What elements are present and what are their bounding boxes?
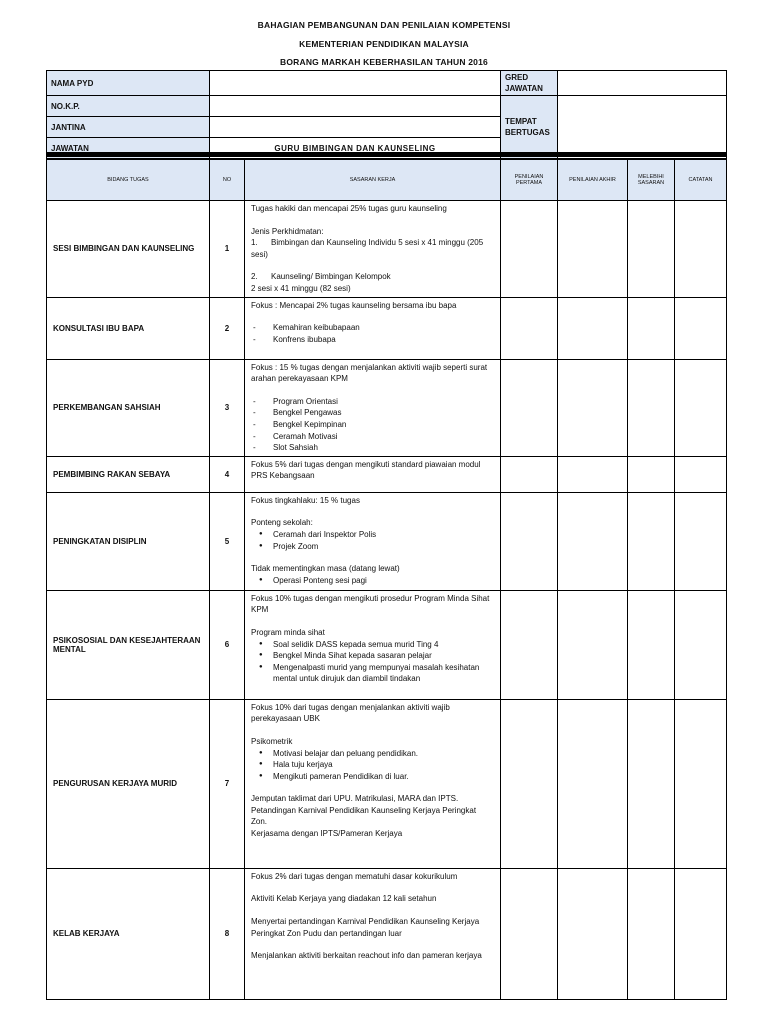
sasaran-line [251,260,494,271]
sasaran-kerja [245,201,501,298]
penilaian-pertama-cell[interactable] [501,456,558,492]
sasaran-kerja [245,492,501,590]
penilaian-pertama-cell[interactable] [501,359,558,456]
sasaran-line: - Kemahiran keibubapaan [251,322,494,334]
row-number: 6 [210,590,245,699]
sasaran-line: ● Ceramah dari Inspektor Polis [251,529,494,541]
table-row [47,699,727,868]
sasaran-line: Jenis Perkhidmatan: [251,226,324,236]
table-row [47,868,727,999]
penilaian-akhir-cell[interactable] [558,492,628,590]
melebihi-sasaran-cell[interactable] [628,359,675,456]
label-jantina: JANTINA [47,117,210,138]
penilaian-pertama-cell[interactable] [501,201,558,298]
bidang-tugas: PERKEMBANGAN SAHSIAH [47,359,210,456]
penilaian-akhir-cell[interactable] [558,456,628,492]
row-number: 8 [210,868,245,999]
sasaran-line: Tugas hakiki dan mencapai 25% tugas guru kaunseling [251,204,447,213]
label-nokp: NO.K.P. [47,96,210,117]
sasaran-line: - Konfrens ibubapa [251,334,494,346]
sasaran-line: Fokus 5% dari tugas dengan mengikuti standard piawaian modul PRS Kebangsaan [251,459,483,481]
bidang-tugas: KELAB KERJAYA [47,868,210,999]
header-line-1: BAHAGIAN PEMBANGUNAN DAN PENILAIAN KOMPETENSI [257,20,511,30]
row-number: 4 [210,456,245,492]
catatan-cell[interactable] [675,699,727,868]
penilaian-pertama-cell[interactable] [501,868,558,999]
keberhasilan-table [46,159,727,1000]
col-penilaian-pertama: PENILAIAN PERTAMA [501,160,558,201]
penilaian-akhir-cell[interactable] [558,868,628,999]
table-row [47,456,727,492]
divider-bar [46,152,726,157]
sasaran-line: Program minda sihat [251,627,325,637]
sasaran-line: - Ceramah Motivasi [251,431,494,443]
penilaian-akhir-cell[interactable] [558,590,628,699]
bidang-tugas: PENGURUSAN KERJAYA MURID [47,699,210,868]
bidang-tugas: PEMBIMBING RAKAN SEBAYA [47,456,210,492]
table-row [47,590,727,699]
sasaran-line [251,506,494,517]
melebihi-sasaran-cell[interactable] [628,297,675,359]
sasaran-line: 2. Kaunseling/ Bimbingan Kelompok [251,272,391,282]
sasaran-line: Fokus : 15 % tugas dengan menjalankan aktiviti wajib seperti surat arahan perekayasaan KPM [251,362,490,384]
melebihi-sasaran-cell[interactable] [628,492,675,590]
col-catatan: CATATAN [675,160,727,201]
row-number: 5 [210,492,245,590]
header-line-3: BORANG MARKAH KEBERHASILAN TAHUN 2016 [280,57,488,67]
field-gred-jawatan[interactable] [558,71,727,96]
melebihi-sasaran-cell[interactable] [628,456,675,492]
sasaran-line [251,939,494,950]
sasaran-kerja [245,359,501,456]
sasaran-kerja [245,456,501,492]
catatan-cell[interactable] [675,359,727,456]
melebihi-sasaran-cell[interactable] [628,201,675,298]
penilaian-pertama-cell[interactable] [501,699,558,868]
sasaran-line: Fokus : Mencapai 2% tugas kaunseling bersama ibu bapa [251,300,457,310]
info-table [46,70,727,159]
table-row [47,201,727,298]
sasaran-line [251,616,494,627]
sasaran-line: Petandingan Karnival Pendidikan Kaunseling Kerjaya Peringkat Zon. [251,805,479,827]
sasaran-line: Jemputan taklimat dari UPU. Matrikulasi, MARA dan IPTS. [251,794,459,804]
sasaran-line: Tidak mementingkan masa (datang lewat) [251,564,400,574]
catatan-cell[interactable] [675,456,727,492]
sasaran-line [251,782,494,793]
penilaian-pertama-cell[interactable] [501,590,558,699]
table-row [47,297,727,359]
sasaran-line [251,311,494,322]
bidang-tugas: SESI BIMBINGAN DAN KAUNSELING [47,201,210,298]
catatan-cell[interactable] [675,590,727,699]
bidang-tugas: KONSULTASI IBU BAPA [47,297,210,359]
col-melebihi-sasaran: MELEBIHI SASARAN [628,160,675,201]
row-number: 1 [210,201,245,298]
sasaran-line: - Bengkel Pengawas [251,407,494,419]
sasaran-line: - Slot Sahsiah [251,442,494,454]
sasaran-line [251,882,494,893]
catatan-cell[interactable] [675,492,727,590]
sasaran-kerja [245,297,501,359]
label-gred-jawatan: GRED JAWATAN [501,71,558,96]
sasaran-line: ● Hala tuju kerjaya [251,759,494,771]
melebihi-sasaran-cell[interactable] [628,590,675,699]
sasaran-line: ● Soal selidik DASS kepada semua murid Ting 4 [251,639,494,651]
penilaian-akhir-cell[interactable] [558,201,628,298]
sasaran-line [251,905,494,916]
penilaian-akhir-cell[interactable] [558,359,628,456]
sasaran-line [251,385,494,396]
label-tempat-bertugas: TEMPAT BERTUGAS [501,96,558,159]
sasaran-kerja [245,868,501,999]
sasaran-kerja [245,699,501,868]
sasaran-line: ● Projek Zoom [251,541,494,553]
penilaian-pertama-cell[interactable] [501,492,558,590]
penilaian-pertama-cell[interactable] [501,297,558,359]
table-row [47,359,727,456]
sasaran-line: ● Motivasi belajar dan peluang pendidikan. [251,748,494,760]
penilaian-akhir-cell[interactable] [558,699,628,868]
sasaran-line: Psikometrik [251,736,293,746]
sasaran-line: Fokus 10% tugas dengan mengikuti prosedur Program Minda Sihat KPM [251,593,492,615]
row-number: 7 [210,699,245,868]
field-nokp[interactable] [210,96,501,117]
label-nama-pyd: NAMA PYD [47,71,210,96]
sasaran-line: Fokus 10% dari tugas dengan menjalankan aktiviti wajib perekayasaan UBK [251,702,453,724]
sasaran-line: Fokus 2% dari tugas dengan mematuhi dasar kokurikulum [251,871,458,881]
field-jawatan: GURU BIMBINGAN DAN KAUNSELING [210,138,501,159]
sasaran-kerja [245,590,501,699]
sasaran-line: Ponteng sekolah: [251,518,313,528]
table-row [47,492,727,590]
sasaran-line [251,725,494,736]
col-bidang-tugas: BIDANG TUGAS [47,160,210,201]
sasaran-line [251,215,494,226]
sasaran-line [251,552,494,563]
sasaran-line: Menyertai pertandingan Karnival Pendidikan Kaunseling Kerjaya Peringkat Zon Pudu dan pertandingan luar [251,916,482,938]
row-number: 3 [210,359,245,456]
sasaran-line: 1. Bimbingan dan Kaunseling Individu 5 sesi x 41 minggu (205 sesi) [251,238,486,259]
catatan-cell[interactable] [675,201,727,298]
catatan-cell[interactable] [675,297,727,359]
sasaran-line: 2 sesi x 41 minggu (82 sesi) [251,283,351,293]
catatan-cell[interactable] [675,868,727,999]
sasaran-line: ● Operasi Ponteng sesi pagi [251,575,494,587]
sasaran-line: Fokus tingkahlaku: 15 % tugas [251,495,360,505]
sasaran-line: - Bengkel Kepimpinan [251,419,494,431]
bidang-tugas: PENINGKATAN DISIPLIN [47,492,210,590]
melebihi-sasaran-cell[interactable] [628,868,675,999]
sasaran-line: Aktiviti Kelab Kerjaya yang diadakan 12 kali setahun [251,894,437,904]
melebihi-sasaran-cell[interactable] [628,699,675,868]
sasaran-line: ● Bengkel Minda Sihat kepada sasaran pelajar [251,650,494,662]
sasaran-line: Menjalankan aktiviti berkaitan reachout info dan pameran kerjaya [251,951,482,961]
field-jantina[interactable] [210,117,501,138]
field-tempat-bertugas[interactable] [558,96,727,159]
field-nama-pyd[interactable] [210,71,501,96]
label-jawatan: JAWATAN [47,138,210,159]
penilaian-akhir-cell[interactable] [558,297,628,359]
sasaran-line: Kerjasama dengan IPTS/Pameran Kerjaya [251,829,403,839]
row-number: 2 [210,297,245,359]
sasaran-line: - Program Orientasi [251,396,494,408]
bidang-tugas: PSIKOSOSIAL DAN KESEJAHTERAAN MENTAL [47,590,210,699]
header-line-2: KEMENTERIAN PENDIDIKAN MALAYSIA [299,39,469,49]
sasaran-line: ● Mengikuti pameran Pendidikan di luar. [251,771,494,783]
col-no: NO [210,160,245,201]
col-sasaran-kerja: SASARAN KERJA [245,160,501,201]
col-penilaian-akhir: PENILAIAN AKHIR [558,160,628,201]
sasaran-line: ● Mengenalpasti murid yang mempunyai masalah kesihatan mental untuk dirujuk dan diambil tindakan [251,662,494,685]
